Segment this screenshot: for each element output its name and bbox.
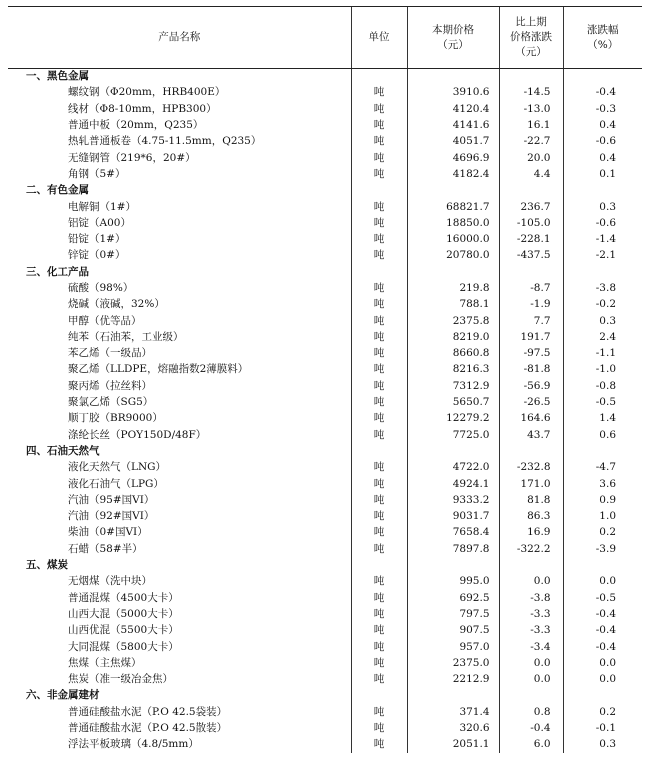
unit-cell: 吨 xyxy=(351,671,407,687)
empty-cell xyxy=(499,183,563,199)
current-price-cell: 2212.9 xyxy=(407,671,499,687)
table-row xyxy=(8,313,642,329)
current-price-cell: 692.5 xyxy=(407,590,499,606)
current-price-cell: 4120.4 xyxy=(407,101,499,117)
unit-cell: 吨 xyxy=(351,574,407,590)
table-row xyxy=(8,492,642,508)
change-percent-cell: -0.6 xyxy=(563,134,642,150)
product-name-cell: 聚乙烯（LLDPE，熔融指数2薄膜料） xyxy=(68,363,249,376)
table-row xyxy=(8,737,642,753)
product-name-cell: 聚氯乙烯（SG5） xyxy=(68,396,154,409)
unit-cell: 吨 xyxy=(351,492,407,508)
table-row xyxy=(8,460,642,476)
price-change-cell: -56.9 xyxy=(499,378,563,394)
price-change-cell: -228.1 xyxy=(499,231,563,247)
product-name-cell: 汽油（95#国VI） xyxy=(68,493,155,506)
product-name-cell: 聚丙烯（拉丝料） xyxy=(68,379,152,392)
product-name-cell: 顺丁胶（BR9000） xyxy=(68,412,163,425)
change-percent-cell: 1.4 xyxy=(563,411,642,427)
category-title: 三、化工产品 xyxy=(26,265,89,278)
price-change-cell: -3.3 xyxy=(499,623,563,639)
table-row xyxy=(8,85,642,101)
empty-cell xyxy=(563,443,642,459)
change-percent-cell: -3.9 xyxy=(563,541,642,557)
unit-cell: 吨 xyxy=(351,411,407,427)
change-percent-cell: -0.4 xyxy=(563,85,642,101)
change-percent-cell: 0.3 xyxy=(563,199,642,215)
current-price-cell: 995.0 xyxy=(407,574,499,590)
current-price-cell: 8219.0 xyxy=(407,329,499,345)
unit-cell: 吨 xyxy=(351,134,407,150)
change-percent-cell: 0.3 xyxy=(563,737,642,753)
product-name-cell: 山西大混（5000大卡） xyxy=(68,607,179,620)
category-title: 六、非金属建材 xyxy=(26,689,100,702)
table-row xyxy=(8,248,642,264)
product-name-cell: 涤纶长丝（POY150D/48F） xyxy=(68,428,207,441)
current-price-cell: 12279.2 xyxy=(407,411,499,427)
header-current-price-line2: （元） xyxy=(437,38,469,51)
table-header xyxy=(8,7,642,69)
product-name-cell: 甲醇（优等品） xyxy=(68,314,142,327)
empty-cell xyxy=(351,264,407,280)
table-row xyxy=(8,574,642,590)
unit-cell: 吨 xyxy=(351,737,407,753)
category-row xyxy=(8,69,642,85)
price-change-cell: 20.0 xyxy=(499,150,563,166)
product-name-cell: 电解铜（1#） xyxy=(68,200,136,213)
unit-cell: 吨 xyxy=(351,166,407,182)
table-row xyxy=(8,329,642,345)
header-change-percent-line1: 涨跌幅 xyxy=(587,23,619,36)
product-name-cell: 普通硅酸盐水泥（P.O 42.5散装） xyxy=(68,722,228,735)
table-body xyxy=(8,69,642,753)
change-percent-cell: -0.1 xyxy=(563,720,642,736)
current-price-cell: 18850.0 xyxy=(407,215,499,231)
product-name-cell: 大同混煤（5800大卡） xyxy=(68,640,179,653)
table-row xyxy=(8,639,642,655)
product-name-cell: 浮法平板玻璃（4.8/5mm） xyxy=(68,738,199,751)
price-change-cell: 0.0 xyxy=(499,655,563,671)
unit-cell: 吨 xyxy=(351,117,407,133)
current-price-cell: 4051.7 xyxy=(407,134,499,150)
price-change-cell: -8.7 xyxy=(499,280,563,296)
product-name-cell: 纯苯（石油苯，工业级） xyxy=(68,330,184,343)
product-name-cell: 汽油（92#国VI） xyxy=(68,510,155,523)
current-price-cell: 3910.6 xyxy=(407,85,499,101)
current-price-cell: 4696.9 xyxy=(407,150,499,166)
change-percent-cell: -0.8 xyxy=(563,378,642,394)
unit-cell: 吨 xyxy=(351,280,407,296)
change-percent-cell: -2.1 xyxy=(563,248,642,264)
change-percent-cell: -0.4 xyxy=(563,623,642,639)
table-row xyxy=(8,150,642,166)
current-price-cell: 2375.0 xyxy=(407,655,499,671)
change-percent-cell: -4.7 xyxy=(563,460,642,476)
category-row xyxy=(8,443,642,459)
current-price-cell: 219.8 xyxy=(407,280,499,296)
current-price-cell: 2051.1 xyxy=(407,737,499,753)
price-change-cell: 191.7 xyxy=(499,329,563,345)
price-change-cell: 0.0 xyxy=(499,574,563,590)
empty-cell xyxy=(563,688,642,704)
price-change-cell: 171.0 xyxy=(499,476,563,492)
empty-cell xyxy=(407,557,499,573)
unit-cell: 吨 xyxy=(351,720,407,736)
current-price-cell: 907.5 xyxy=(407,623,499,639)
change-percent-cell: -0.4 xyxy=(563,606,642,622)
change-percent-cell: 0.9 xyxy=(563,492,642,508)
unit-cell: 吨 xyxy=(351,476,407,492)
change-percent-cell: -0.4 xyxy=(563,639,642,655)
change-percent-cell: -0.3 xyxy=(563,101,642,117)
table-row xyxy=(8,671,642,687)
product-name-cell: 线材（Φ8-10mm，HPB300） xyxy=(68,102,217,115)
table-row xyxy=(8,134,642,150)
change-percent-cell: 0.0 xyxy=(563,671,642,687)
unit-cell: 吨 xyxy=(351,655,407,671)
product-name-cell: 液化天然气（LNG） xyxy=(68,461,167,474)
product-name-cell: 无烟煤（洗中块） xyxy=(68,575,152,588)
empty-cell xyxy=(351,69,407,85)
current-price-cell: 5650.7 xyxy=(407,394,499,410)
empty-cell xyxy=(563,69,642,85)
current-price-cell: 4141.6 xyxy=(407,117,499,133)
price-change-cell: 43.7 xyxy=(499,427,563,443)
current-price-cell: 9333.2 xyxy=(407,492,499,508)
header-price-change-line1: 比上期 xyxy=(515,16,547,28)
current-price-cell: 371.4 xyxy=(407,704,499,720)
current-price-cell: 7725.0 xyxy=(407,427,499,443)
product-name-cell: 热轧普通板卷（4.75-11.5mm，Q235） xyxy=(68,135,262,148)
table-row xyxy=(8,476,642,492)
product-name-cell: 焦煤（主焦煤） xyxy=(68,656,142,669)
price-change-cell: -3.4 xyxy=(499,639,563,655)
product-name-cell: 石蜡（58#半） xyxy=(68,542,143,555)
product-name-cell: 柴油（0#国VI） xyxy=(68,526,148,539)
current-price-cell: 788.1 xyxy=(407,297,499,313)
product-name-cell: 液化石油气（LPG） xyxy=(68,477,164,490)
price-change-cell: 16.1 xyxy=(499,117,563,133)
unit-cell: 吨 xyxy=(351,639,407,655)
change-percent-cell: 0.6 xyxy=(563,427,642,443)
change-percent-cell: -0.6 xyxy=(563,215,642,231)
change-percent-cell: -0.5 xyxy=(563,394,642,410)
price-change-cell: 7.7 xyxy=(499,313,563,329)
header-price-change xyxy=(499,7,563,69)
current-price-cell: 20780.0 xyxy=(407,248,499,264)
empty-cell xyxy=(407,69,499,85)
unit-cell: 吨 xyxy=(351,150,407,166)
table-row xyxy=(8,280,642,296)
change-percent-cell: 1.0 xyxy=(563,509,642,525)
empty-cell xyxy=(351,183,407,199)
change-percent-cell: -3.8 xyxy=(563,280,642,296)
empty-cell xyxy=(499,688,563,704)
table-row xyxy=(8,346,642,362)
unit-cell: 吨 xyxy=(351,541,407,557)
category-row xyxy=(8,688,642,704)
header-change-percent-line2: （%） xyxy=(587,38,619,51)
empty-cell xyxy=(563,183,642,199)
price-change-cell: -3.8 xyxy=(499,590,563,606)
price-change-cell: 86.3 xyxy=(499,509,563,525)
unit-cell: 吨 xyxy=(351,329,407,345)
empty-cell xyxy=(407,183,499,199)
change-percent-cell: 0.1 xyxy=(563,166,642,182)
unit-cell: 吨 xyxy=(351,590,407,606)
product-name-cell: 螺纹钢（Φ20mm，HRB400E） xyxy=(68,86,226,99)
table-row xyxy=(8,623,642,639)
change-percent-cell: 0.2 xyxy=(563,704,642,720)
current-price-cell: 320.6 xyxy=(407,720,499,736)
product-name-cell: 普通中板（20mm，Q235） xyxy=(68,119,204,132)
change-percent-cell: 0.0 xyxy=(563,655,642,671)
change-percent-cell: 0.4 xyxy=(563,117,642,133)
product-name-cell: 无缝钢管（219*6，20#） xyxy=(68,151,196,164)
table-row xyxy=(8,655,642,671)
empty-cell xyxy=(563,557,642,573)
category-row xyxy=(8,557,642,573)
change-percent-cell: 0.0 xyxy=(563,574,642,590)
category-title: 五、煤炭 xyxy=(26,559,68,572)
table-row xyxy=(8,378,642,394)
current-price-cell: 4182.4 xyxy=(407,166,499,182)
price-change-cell: -437.5 xyxy=(499,248,563,264)
table-row xyxy=(8,509,642,525)
empty-cell xyxy=(499,264,563,280)
unit-cell: 吨 xyxy=(351,313,407,329)
table-row xyxy=(8,525,642,541)
current-price-cell: 4924.1 xyxy=(407,476,499,492)
price-change-cell: 0.0 xyxy=(499,671,563,687)
unit-cell: 吨 xyxy=(351,623,407,639)
price-change-cell: 16.9 xyxy=(499,525,563,541)
table-row xyxy=(8,394,642,410)
price-change-cell: -26.5 xyxy=(499,394,563,410)
current-price-cell: 797.5 xyxy=(407,606,499,622)
empty-cell xyxy=(499,443,563,459)
current-price-cell: 4722.0 xyxy=(407,460,499,476)
unit-cell: 吨 xyxy=(351,606,407,622)
empty-cell xyxy=(351,443,407,459)
change-percent-cell: 0.4 xyxy=(563,150,642,166)
price-change-cell: -232.8 xyxy=(499,460,563,476)
price-change-cell: 6.0 xyxy=(499,737,563,753)
empty-cell xyxy=(499,69,563,85)
empty-cell xyxy=(351,557,407,573)
header-price-change-line2: 价格涨跌 xyxy=(510,31,552,43)
product-name-cell: 普通硅酸盐水泥（P.O 42.5袋装） xyxy=(68,705,228,718)
price-change-cell: -105.0 xyxy=(499,215,563,231)
current-price-cell: 7897.8 xyxy=(407,541,499,557)
category-row xyxy=(8,264,642,280)
unit-cell: 吨 xyxy=(351,297,407,313)
price-change-cell: -0.4 xyxy=(499,720,563,736)
product-name-cell: 硫酸（98%） xyxy=(68,282,134,294)
change-percent-cell: 0.3 xyxy=(563,313,642,329)
category-row xyxy=(8,183,642,199)
price-change-cell: -1.9 xyxy=(499,297,563,313)
unit-cell: 吨 xyxy=(351,427,407,443)
unit-cell: 吨 xyxy=(351,460,407,476)
change-percent-cell: 3.6 xyxy=(563,476,642,492)
table-row xyxy=(8,231,642,247)
current-price-cell: 7658.4 xyxy=(407,525,499,541)
unit-cell: 吨 xyxy=(351,362,407,378)
table-row xyxy=(8,297,642,313)
change-percent-cell: -0.5 xyxy=(563,590,642,606)
unit-cell: 吨 xyxy=(351,509,407,525)
current-price-cell: 8660.8 xyxy=(407,346,499,362)
price-change-cell: 164.6 xyxy=(499,411,563,427)
table-row xyxy=(8,117,642,133)
empty-cell xyxy=(499,557,563,573)
price-change-cell: -322.2 xyxy=(499,541,563,557)
unit-cell: 吨 xyxy=(351,248,407,264)
product-name-cell: 锌锭（0#） xyxy=(68,249,126,262)
header-unit: 单位 xyxy=(351,7,407,69)
empty-cell xyxy=(351,688,407,704)
unit-cell: 吨 xyxy=(351,199,407,215)
header-current-price-line1: 本期价格 xyxy=(432,23,474,36)
price-change-cell: 81.8 xyxy=(499,492,563,508)
header-change-percent xyxy=(563,7,642,69)
category-title: 二、有色金属 xyxy=(26,184,89,197)
product-name-cell: 烧碱（液碱，32%） xyxy=(68,298,165,311)
change-percent-cell: -1.4 xyxy=(563,231,642,247)
table-row xyxy=(8,215,642,231)
unit-cell: 吨 xyxy=(351,525,407,541)
unit-cell: 吨 xyxy=(351,231,407,247)
product-name-cell: 铅锭（1#） xyxy=(68,233,126,246)
unit-cell: 吨 xyxy=(351,704,407,720)
price-table xyxy=(8,6,642,753)
table-row xyxy=(8,411,642,427)
empty-cell xyxy=(407,264,499,280)
current-price-cell: 2375.8 xyxy=(407,313,499,329)
table-row xyxy=(8,199,642,215)
price-change-cell: -13.0 xyxy=(499,101,563,117)
empty-cell xyxy=(563,264,642,280)
unit-cell: 吨 xyxy=(351,378,407,394)
product-name-cell: 山西优混（5500大卡） xyxy=(68,624,179,637)
price-change-cell: 4.4 xyxy=(499,166,563,182)
empty-cell xyxy=(407,688,499,704)
product-name-cell: 焦炭（准一级冶金焦） xyxy=(68,673,173,686)
category-title: 四、石油天然气 xyxy=(26,444,100,457)
unit-cell: 吨 xyxy=(351,394,407,410)
table-row xyxy=(8,606,642,622)
unit-cell: 吨 xyxy=(351,101,407,117)
table-row xyxy=(8,704,642,720)
product-name-cell: 铝锭（A00） xyxy=(68,216,131,229)
current-price-cell: 68821.7 xyxy=(407,199,499,215)
price-change-cell: -3.3 xyxy=(499,606,563,622)
change-percent-cell: -1.0 xyxy=(563,362,642,378)
current-price-cell: 8216.3 xyxy=(407,362,499,378)
table-row xyxy=(8,101,642,117)
table-row xyxy=(8,362,642,378)
price-change-cell: -81.8 xyxy=(499,362,563,378)
table-row xyxy=(8,541,642,557)
product-name-cell: 角钢（5#） xyxy=(68,167,126,180)
price-change-cell: 0.8 xyxy=(499,704,563,720)
change-percent-cell: -1.1 xyxy=(563,346,642,362)
table-row xyxy=(8,427,642,443)
unit-cell: 吨 xyxy=(351,215,407,231)
unit-cell: 吨 xyxy=(351,346,407,362)
header-current-price xyxy=(407,7,499,69)
current-price-cell: 16000.0 xyxy=(407,231,499,247)
product-name-cell: 苯乙烯（一级品） xyxy=(68,347,152,360)
unit-cell: 吨 xyxy=(351,85,407,101)
category-title: 一、黑色金属 xyxy=(26,70,89,83)
change-percent-cell: 2.4 xyxy=(563,329,642,345)
change-percent-cell: 0.2 xyxy=(563,525,642,541)
change-percent-cell: -0.2 xyxy=(563,297,642,313)
current-price-cell: 9031.7 xyxy=(407,509,499,525)
header-price-change-line3: （元） xyxy=(515,46,547,58)
price-change-cell: -14.5 xyxy=(499,85,563,101)
price-change-cell: -97.5 xyxy=(499,346,563,362)
table-row xyxy=(8,166,642,182)
table-row xyxy=(8,720,642,736)
price-change-cell: 236.7 xyxy=(499,199,563,215)
product-name-cell: 普通混煤（4500大卡） xyxy=(68,591,179,604)
price-change-cell: -22.7 xyxy=(499,134,563,150)
header-product-name: 产品名称 xyxy=(8,7,351,69)
current-price-cell: 957.0 xyxy=(407,639,499,655)
current-price-cell: 7312.9 xyxy=(407,378,499,394)
empty-cell xyxy=(407,443,499,459)
table-row xyxy=(8,590,642,606)
